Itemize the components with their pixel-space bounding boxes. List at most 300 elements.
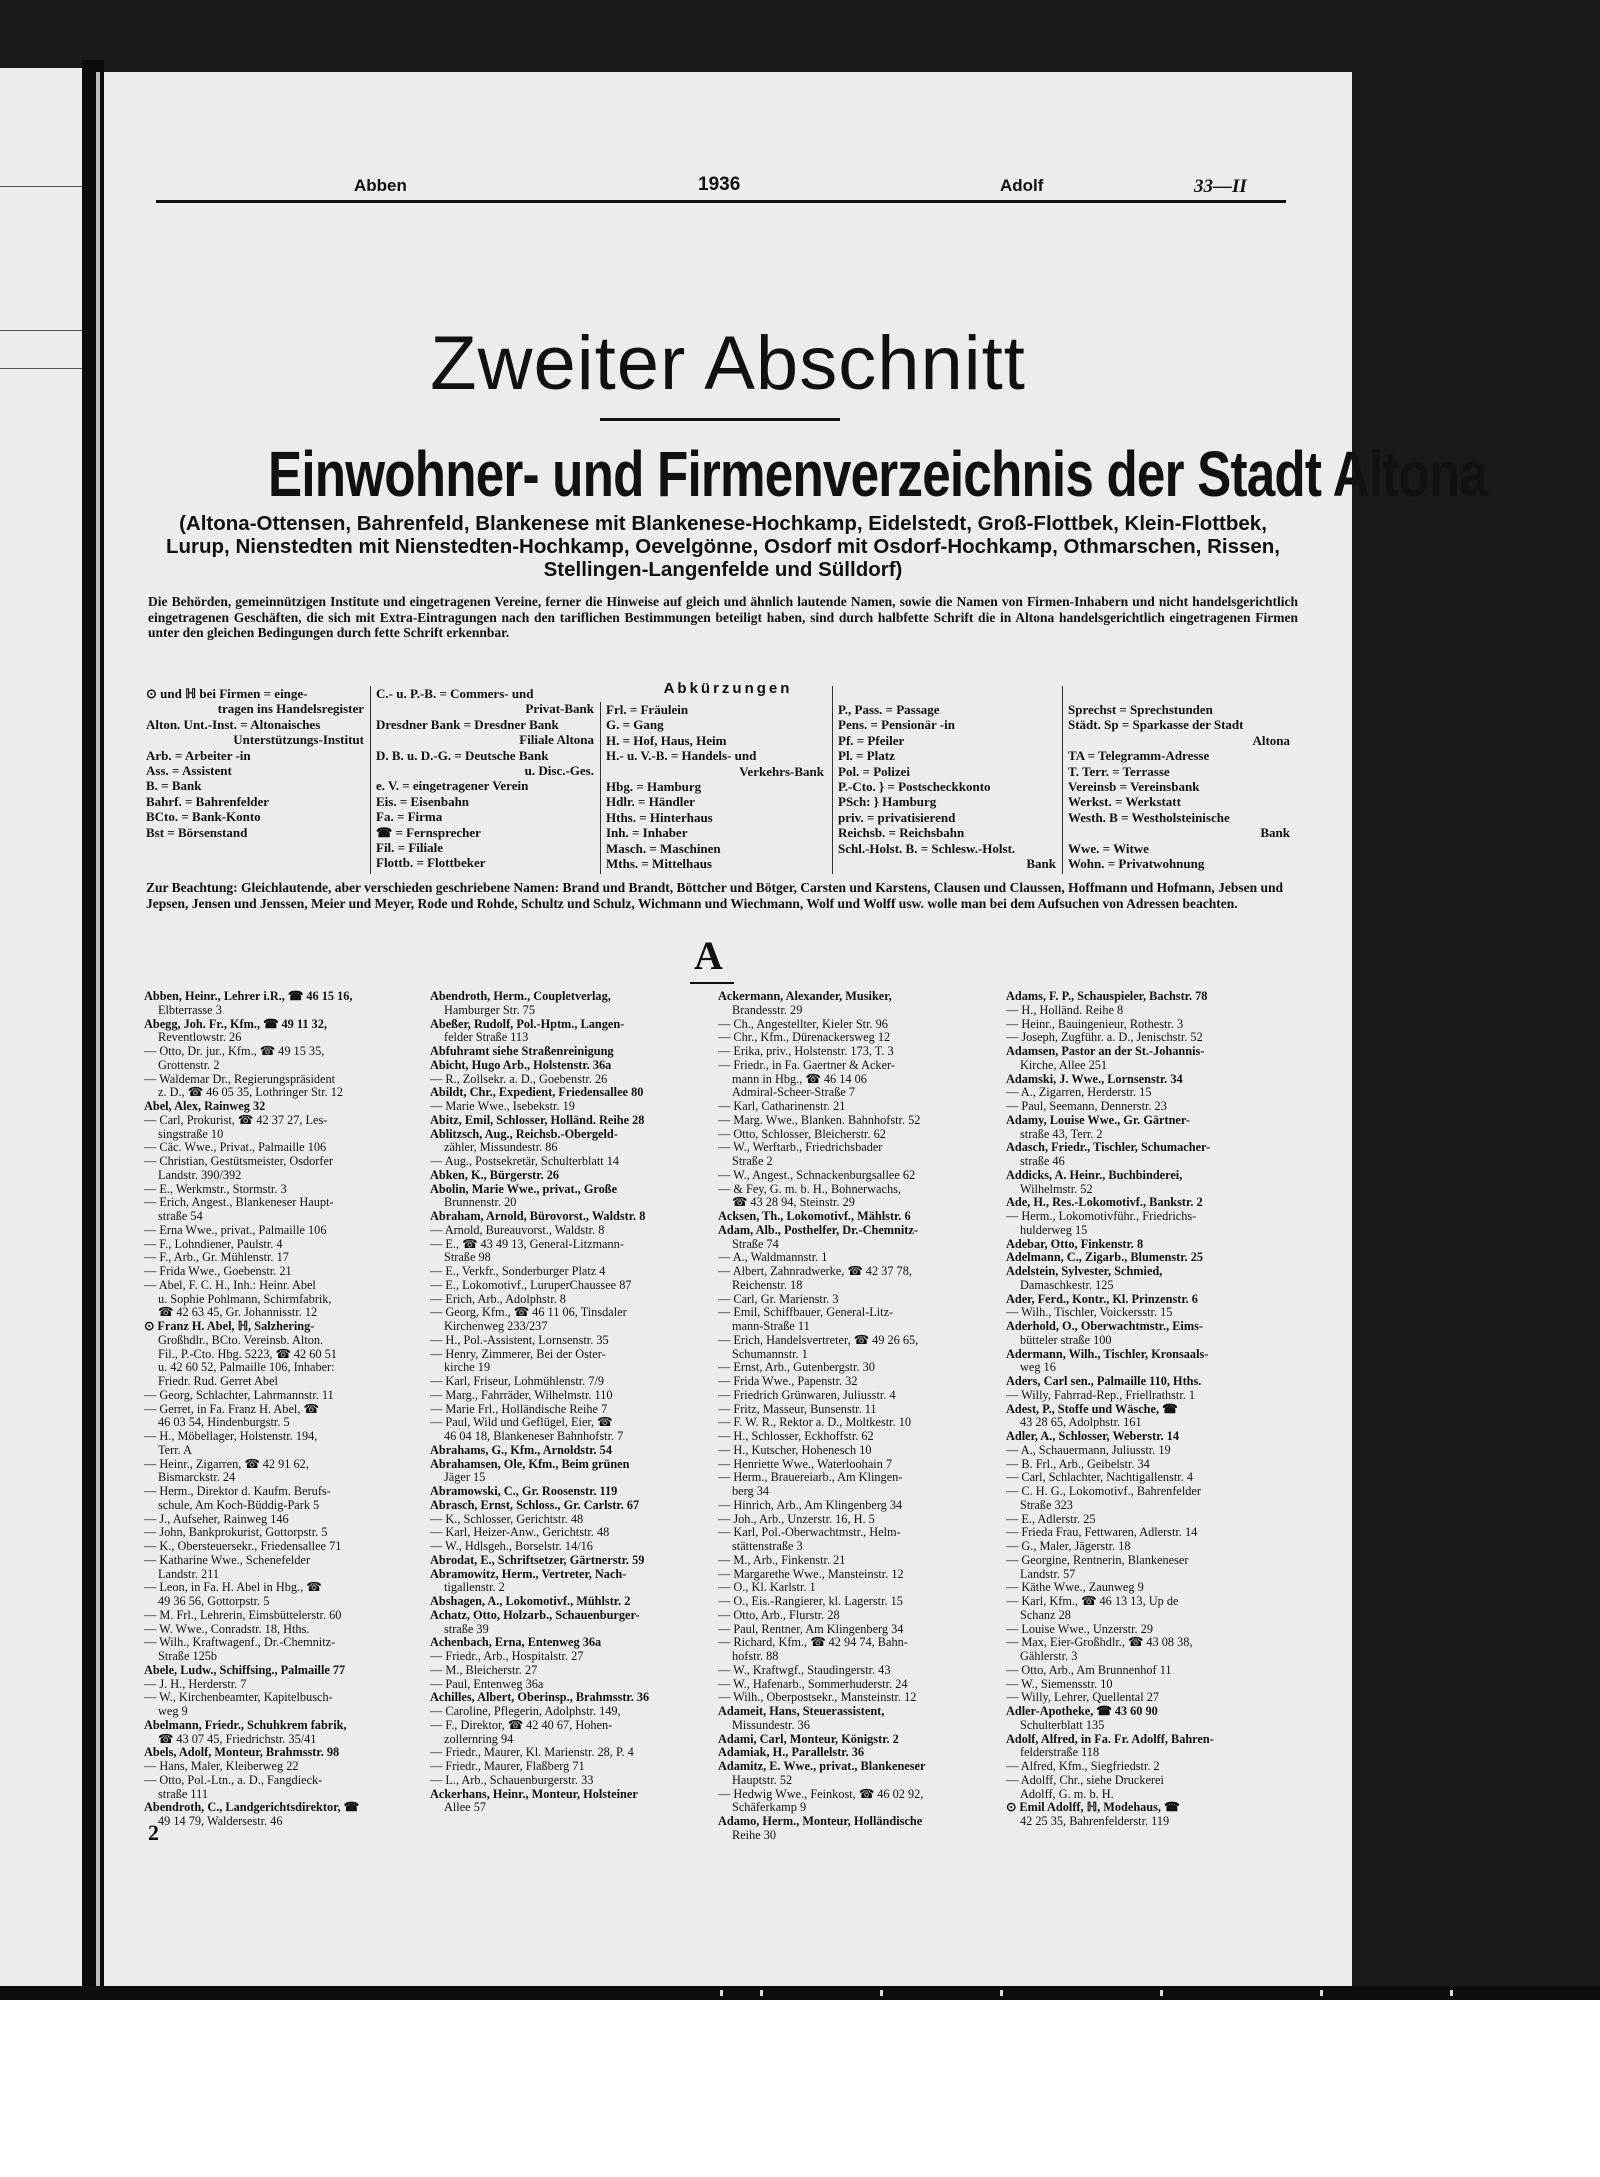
directory-entry: Reichenstr. 18 — [732, 1278, 803, 1292]
book-spine — [82, 60, 104, 2000]
column-divider — [1062, 686, 1063, 874]
directory-entry: — Karl, Heizer-Anw., Gerichtstr. 48 — [430, 1526, 610, 1540]
directory-entry: — Carl, Schlachter, Nachtigallenstr. 4 — [1006, 1471, 1193, 1485]
directory-entry: Schumannstr. 1 — [732, 1347, 808, 1361]
districts-subtitle — [152, 512, 1294, 581]
directory-entry: — Waldemar Dr., Regierungspräsident — [144, 1072, 336, 1086]
abbreviation-entry: ☎ = Fernsprecher — [376, 824, 481, 840]
scan-bottom-edge — [0, 1986, 1600, 2000]
abbreviation-entry: Flottb. = Flottbeker — [376, 855, 486, 871]
directory-entry: — Friedrich Grünwaren, Juliusstr. 4 — [718, 1388, 896, 1402]
abbreviation-entry: Vereinsb = Vereinsbank — [1068, 779, 1200, 795]
directory-entry: — Otto, Arb., Flurstr. 28 — [718, 1608, 840, 1622]
directory-entry: — Carl, Gr. Marienstr. 3 — [718, 1292, 839, 1306]
directory-entry: — L., Arb., Schauenburgerstr. 33 — [430, 1773, 594, 1787]
abbreviation-entry: Pf. = Pfeiler — [838, 732, 905, 748]
directory-entry: — Friedr., Maurer, Flaßberg 71 — [430, 1760, 585, 1773]
directory-entry: — Karl, Pol.-Oberwachtmstr., Helm- — [718, 1526, 901, 1540]
directory-entry: — Aug., Postsekretär, Schulterblatt 14 — [430, 1155, 620, 1168]
directory-entry: Abfuhramt siehe Straßenreinigung — [430, 1045, 614, 1058]
directory-entry: — Henriette Wwe., Waterloohain 7 — [718, 1457, 893, 1471]
directory-entry: — A., Zigarren, Herderstr. 15 — [1006, 1086, 1152, 1100]
directory-entry: — Paul, Wild und Geflügel, Eier, ☎ — [430, 1416, 613, 1430]
directory-entry: — F., Lohndiener, Paulstr. 4 — [144, 1237, 283, 1251]
directory-entry: Adolff, G. m. b. H. — [1020, 1787, 1114, 1801]
directory-entry: Ackerhans, Heinr., Monteur, Holsteiner — [430, 1787, 638, 1801]
abbreviation-entry: Reichsb. = Reichsbahn — [838, 825, 965, 841]
abbreviation-entry: Privat-Bank — [525, 701, 594, 717]
abbreviation-entry: P., Pass. = Passage — [838, 702, 940, 717]
directory-entry: — Albert, Zahnradwerke, ☎ 42 37 78, — [718, 1265, 912, 1278]
directory-entry: — Richard, Kfm., ☎ 42 94 74, Bahn- — [718, 1636, 908, 1650]
directory-entry: — E., Lokomotivf., LuruperChaussee 87 — [430, 1278, 632, 1292]
directory-entry: Landstr. 390/392 — [158, 1168, 242, 1182]
directory-entry: — W., Siemensstr. 10 — [1006, 1677, 1113, 1691]
directory-entry: 42 25 35, Bahrenfelderstr. 119 — [1020, 1815, 1170, 1828]
directory-entry: Straße 125b — [158, 1650, 218, 1663]
directory-entry: ☎ 43 28 94, Steinstr. 29 — [732, 1196, 855, 1210]
directory-entry: — Carl, Prokurist, ☎ 42 37 27, Les- — [144, 1113, 328, 1127]
directory-entry: — Katharine Wwe., Schenefelder — [144, 1553, 311, 1567]
abbreviation-entry: Verkehrs-Bank — [739, 763, 824, 779]
directory-entry: Abraham, Arnold, Bürovorst., Waldstr. 8 — [430, 1210, 646, 1223]
directory-entry: Abrasch, Ernst, Schloss., Gr. Carlstr. 67 — [430, 1498, 640, 1512]
abbreviation-entry: Bst = Börsenstand — [146, 824, 248, 840]
directory-entry: Achenbach, Erna, Entenweg 36a — [430, 1636, 602, 1650]
directory-entry: Abramowitz, Herm., Vertreter, Nach- — [430, 1567, 627, 1581]
note-label: Zur Beachtung: — [146, 880, 238, 895]
abbreviation-entry: Unterstützungs-Institut — [233, 732, 364, 748]
directory-entry: — H., Möbellager, Holstenstr. 194, — [144, 1430, 318, 1443]
abbreviation-entry: Schl.-Holst. B. = Schlesw.-Holst. — [838, 840, 1016, 856]
directory-entry: Adolf, Alfred, in Fa. Fr. Adolff, Bahren- — [1006, 1732, 1214, 1746]
directory-entry: mann-Straße 11 — [732, 1320, 810, 1333]
directory-entry: ⊙ Franz H. Abel, ℍ, Salzhering- — [144, 1320, 315, 1333]
directory-entry: — Georg, Kfm., ☎ 46 11 06, Tinsdaler — [430, 1306, 627, 1320]
directory-entry: — H., Kutscher, Hohenesch 10 — [718, 1443, 872, 1457]
directory-entry: Abelmann, Friedr., Schuhkrem fabrik, — [144, 1718, 347, 1732]
abbreviation-entry: ⊙ und ℍ bei Firmen = einge- — [146, 686, 308, 701]
abbreviation-entry: e. V. = eingetragener Verein — [376, 778, 529, 794]
abbreviation-column — [146, 686, 364, 840]
directory-entry: — Käthe Wwe., Zaunweg 9 — [1006, 1581, 1144, 1595]
directory-entry: berg 34 — [732, 1485, 769, 1498]
directory-entry: — W., Hdlsgeh., Borselstr. 14/16 — [430, 1540, 593, 1553]
directory-entry: mann in Hbg., ☎ 46 14 06 — [732, 1072, 867, 1086]
directory-entry: Adest, P., Stoffe und Wäsche, ☎ — [1006, 1402, 1178, 1416]
directory-entry: — Herm., Direktor d. Kaufm. Berufs- — [144, 1485, 331, 1498]
directory-entry: felder Straße 113 — [444, 1031, 529, 1045]
directory-entry: — Willy, Lehrer, Quellental 27 — [1006, 1691, 1160, 1705]
directory-entry: Admiral-Scheer-Straße 7 — [732, 1086, 856, 1100]
directory-entry: — F. W. R., Rektor a. D., Moltkestr. 10 — [718, 1416, 912, 1430]
abbreviation-entry: Eis. = Eisenbahn — [376, 793, 470, 809]
directory-entry: Abrahamsen, Ole, Kfm., Beim grünen — [430, 1457, 630, 1471]
directory-entry: — Paul, Seemann, Dennerstr. 23 — [1006, 1100, 1167, 1113]
abbreviation-entry: H.- u. V.-B. = Handels- und — [606, 748, 757, 764]
directory-entry: Abildt, Chr., Expedient, Friedensallee 80 — [430, 1086, 644, 1100]
directory-entry: zollernring 94 — [444, 1732, 514, 1746]
directory-entry: — Gerret, in Fa. Franz H. Abel, ☎ — [144, 1402, 319, 1416]
directory-entry: — J. H., Herderstr. 7 — [144, 1677, 247, 1691]
directory-entry: Abken, K., Bürgerstr. 26 — [430, 1168, 560, 1182]
directory-entry: Abel, Alex, Rainweg 32 — [144, 1100, 266, 1113]
directory-entry: Landstr. 211 — [158, 1567, 220, 1581]
directory-entry: Adasch, Friedr., Tischler, Schumacher- — [1006, 1141, 1211, 1155]
abbreviation-entry: Werkst. = Werkstatt — [1068, 794, 1181, 810]
directory-entry: straße 46 — [1020, 1155, 1065, 1168]
subtitle-line: (Altona-Ottensen, Bahrenfeld, Blankenese mit Blankenese-Hochkamp, Eidelstedt, Groß-Flottbek, Klein-Flottbek, — [179, 512, 1267, 535]
directory-entry: — E., Adlerstr. 25 — [1006, 1512, 1096, 1526]
directory-entry: — Paul, Rentner, Am Klingenberg 34 — [718, 1622, 904, 1636]
abbreviation-entry: BCto. = Bank-Konto — [146, 809, 261, 825]
abbreviation-column — [1068, 702, 1290, 871]
directory-entry: 49 14 79, Waldersestr. 46 — [158, 1815, 283, 1828]
directory-entry: — W., Kirchenbeamter, Kapitelbusch- — [144, 1691, 333, 1705]
directory-entry: — Otto, Arb., Am Brunnenhof 11 — [1006, 1663, 1172, 1677]
directory-entry: Adam, Alb., Posthelfer, Dr.-Chemnitz- — [718, 1223, 918, 1237]
directory-entry: — Caroline, Pflegerin, Adolphstr. 149, — [430, 1705, 621, 1718]
abbreviation-entry: Ass. = Assistent — [146, 763, 232, 779]
abbreviation-entry: Hths. = Hinterhaus — [606, 809, 713, 825]
directory-entry: — Ch., Angestellter, Kieler Str. 96 — [718, 1017, 888, 1031]
directory-entry: Damaschkestr. 125 — [1020, 1278, 1114, 1292]
directory-entry: — Erich, Arb., Adolphstr. 8 — [430, 1292, 566, 1306]
abbreviation-entry: P.-Cto. } = Postscheckkonto — [838, 779, 991, 795]
abbreviation-entry: TA = Telegramm-Adresse — [1068, 748, 1210, 764]
subtitle-line: Stellingen-Langenfelde und Sülldorf) — [543, 558, 903, 581]
running-head-year: 1936 — [698, 174, 741, 195]
directory-entry: Adebar, Otto, Finkenstr. 8 — [1006, 1237, 1144, 1251]
directory-entry: Hamburger Str. 75 — [444, 1003, 535, 1017]
directory-entry: Achilles, Albert, Oberinsp., Brahmsstr. 36 — [430, 1691, 650, 1705]
directory-entry: Friedr. Rud. Gerret Abel — [158, 1375, 278, 1388]
directory-entry: Schäferkamp 9 — [732, 1801, 807, 1815]
directory-entry: z. D., ☎ 46 05 35, Lothringer Str. 12 — [158, 1086, 344, 1100]
directory-entry: — Heinr., Zigarren, ☎ 42 91 62, — [144, 1457, 309, 1471]
directory-entry: — Herm., Lokomotivführ., Friedrichs- — [1006, 1210, 1197, 1223]
directory-entry: Abrahams, G., Kfm., Arnoldstr. 54 — [430, 1443, 612, 1457]
directory-entry: — Louise Wwe., Unzerstr. 29 — [1006, 1622, 1153, 1636]
directory-entry: — O., Kl. Karlstr. 1 — [718, 1581, 816, 1595]
directory-entry: — K., Schlosser, Gerichtstr. 48 — [430, 1512, 584, 1526]
directory-entry: Adamo, Herm., Monteur, Holländische — [718, 1815, 923, 1828]
main-title: Einwohner- und Firmenverzeichnis der Stadt Altona — [268, 438, 1488, 510]
directory-entry: — Hans, Maler, Kleiberweg 22 — [144, 1760, 299, 1773]
abbreviation-entry: tragen ins Handelsregister — [217, 701, 364, 717]
directory-entry: — & Fey, G. m. b. H., Bohnerwachs, — [718, 1182, 901, 1196]
directory-entry: Addicks, A. Heinr., Buchbinderei, — [1006, 1168, 1183, 1182]
directory-entry: Adams, F. P., Schauspieler, Bachstr. 78 — [1006, 990, 1208, 1003]
directory-entry: Abramowski, C., Gr. Roosenstr. 119 — [430, 1485, 618, 1498]
directory-entry: — Marie Wwe., Isebekstr. 19 — [430, 1100, 575, 1113]
adjacent-page-edge — [0, 68, 82, 1998]
directory-entry: 46 03 54, Hindenburgstr. 5 — [158, 1416, 290, 1430]
directory-entry: — E., ☎ 43 49 13, General-Litzmann- — [430, 1237, 624, 1251]
directory-entry: — M., Arb., Finkenstr. 21 — [718, 1553, 846, 1567]
directory-entry: Adamski, J. Wwe., Lornsenstr. 34 — [1006, 1072, 1183, 1086]
directory-entry: Abele, Ludw., Schiffsing., Palmaille 77 — [144, 1663, 346, 1677]
directory-entry: — J., Aufseher, Rainweg 146 — [144, 1512, 289, 1526]
directory-entry: Adler, A., Schlosser, Weberstr. 14 — [1006, 1430, 1179, 1443]
abbreviation-entry: Pol. = Polizei — [838, 763, 911, 779]
running-head-right: Adolf — [1000, 176, 1044, 195]
directory-entry: — Georgine, Rentnerin, Blankeneser — [1006, 1553, 1189, 1567]
directory-entry: — F., Arb., Gr. Mühlenstr. 17 — [144, 1251, 289, 1265]
directory-entry: — Alfred, Kfm., Siegfriedstr. 2 — [1006, 1760, 1160, 1773]
directory-entry: Großhdlr., BCto. Vereinsb. Alton. — [158, 1333, 324, 1347]
abbreviation-column — [838, 702, 1056, 871]
directory-entry: — Friedr., Arb., Hospitalstr. 27 — [430, 1650, 584, 1663]
abbreviation-entry: priv. = privatisierend — [838, 809, 956, 825]
directory-entry: Adler-Apotheke, ☎ 43 60 90 — [1006, 1705, 1158, 1718]
directory-entry: — Joseph, Zugführ. a. D., Jenischstr. 52 — [1006, 1031, 1203, 1045]
directory-entry: ☎ 42 63 45, Gr. Johannisstr. 12 — [158, 1306, 318, 1320]
abbreviation-entry: C.- u. P.-B. = Commers- und — [376, 686, 534, 701]
abbreviations-heading: Abkürzungen — [663, 680, 793, 697]
directory-entry: — R., Zollsekr. a. D., Goebenstr. 26 — [430, 1072, 608, 1086]
directory-entry: Missundestr. 36 — [732, 1718, 810, 1732]
directory-entry: — W., Werftarb., Friedrichsbader — [718, 1141, 883, 1155]
directory-entry: — Otto, Pol.-Ltn., a. D., Fangdieck- — [144, 1773, 323, 1787]
directory-entry: — Erna Wwe., privat., Palmaille 106 — [144, 1223, 327, 1237]
directory-entry: bütteler straße 100 — [1020, 1333, 1112, 1347]
directory-entry: 49 36 56, Gottorpstr. 5 — [158, 1595, 270, 1608]
abbreviation-entry: Alton. Unt.-Inst. = Altonaisches — [146, 716, 321, 732]
directory-entry: Jäger 15 — [444, 1471, 486, 1485]
directory-entry: — W., Angest., Schnackenburgsallee 62 — [718, 1168, 916, 1182]
directory-entry: Gählerstr. 3 — [1020, 1650, 1078, 1663]
directory-entry: — Margarethe Wwe., Mansteinstr. 12 — [718, 1567, 904, 1581]
abbreviation-entry: Pens. = Pensionär -in — [838, 717, 955, 733]
directory-entry: u. Sophie Pohlmann, Schirmfabrik, — [158, 1292, 332, 1306]
directory-entry: Abegg, Joh. Fr., Kfm., ☎ 49 11 32, — [144, 1017, 327, 1031]
abbreviation-entry: Wohn. = Privatwohnung — [1068, 856, 1205, 872]
directory-entry: Brandesstr. 29 — [732, 1003, 803, 1017]
directory-column — [430, 990, 712, 1815]
directory-entry: Schanz 28 — [1020, 1608, 1071, 1622]
directory-entry: Fil., P.-Cto. Hbg. 5223, ☎ 42 60 51 — [158, 1347, 337, 1361]
directory-entry: — Ernst, Arb., Gutenbergstr. 30 — [718, 1361, 875, 1375]
directory-entry: — Wilh., Oberpostsekr., Mansteinstr. 12 — [718, 1691, 917, 1705]
directory-entry: — Hedwig Wwe., Feinkost, ☎ 46 02 92, — [718, 1787, 924, 1801]
directory-entry: — Otto, Schlosser, Bleicherstr. 62 — [718, 1127, 886, 1141]
abbreviation-entry: Hdlr. = Händler — [606, 794, 695, 810]
abbreviation-entry: Dresdner Bank = Dresdner Bank — [376, 716, 559, 732]
directory-entry: — K., Obersteuersekr., Friedensallee 71 — [144, 1540, 342, 1553]
directory-entry: — Frieda Frau, Fettwaren, Adlerstr. 14 — [1006, 1526, 1198, 1540]
directory-entry: — Karl, Catharinenstr. 21 — [718, 1100, 846, 1113]
note-text: Gleichlautende, aber verschieden geschriebene Namen: Brand und Brandt, Böttcher und Bötger, Carsten und Karstens, Clausen und Claussen, Hoffmann und Hofmann, Jebsen und Jepsen, Jensen und Jenssen, Meier und Meyer, Rode und Rohde, Schultz und Schulz, Wichmann und Wiechmann, Wolf und Wolff usw. wolle man bei dem Aufsuchen von Adressen beachten. — [146, 880, 1284, 911]
directory-entry: Straße 98 — [444, 1251, 491, 1265]
running-head-left: Abben — [354, 176, 407, 195]
directory-entry: — Friedr., Maurer, Kl. Marienstr. 28, P. 4 — [430, 1746, 634, 1760]
directory-entry: Abshagen, A., Lokomotivf., Mühlstr. 2 — [430, 1595, 631, 1608]
directory-entry: Grottenstr. 2 — [158, 1058, 220, 1072]
directory-entry: Adelstein, Sylvester, Schmied, — [1006, 1265, 1163, 1278]
section-letter: A — [694, 933, 723, 978]
directory-entry: — Henry, Zimmerer, Bei der Oster- — [430, 1347, 606, 1361]
abbreviation-entry: Altona — [1252, 732, 1290, 748]
directory-entry: — Friedr., in Fa. Gaertner & Acker- — [718, 1058, 895, 1072]
directory-entry: Bismarckstr. 24 — [158, 1471, 236, 1485]
directory-entry: — H., Pol.-Assistent, Lornsenstr. 35 — [430, 1333, 609, 1347]
directory-entry: singstraße 10 — [158, 1127, 224, 1141]
directory-entry: — W., Kraftwgf., Staudingerstr. 43 — [718, 1663, 891, 1677]
directory-entry: — Joh., Arb., Unzerstr. 16, H. 5 — [718, 1512, 875, 1526]
abbreviation-column — [606, 702, 824, 871]
abbreviation-entry: Frl. = Fräulein — [606, 702, 689, 717]
abbreviation-entry: Bank — [1260, 825, 1290, 841]
directory-entry: Acksen, Th., Lokomotivf., Mählstr. 6 — [718, 1210, 911, 1223]
directory-entry: — John, Bankprokurist, Gottorpstr. 5 — [144, 1526, 328, 1540]
directory-entry: — A., Waldmannstr. 1 — [718, 1251, 828, 1265]
title-divider — [600, 418, 840, 421]
directory-entry: — Erich, Angest., Blankeneser Haupt- — [144, 1196, 334, 1210]
directory-entry: Brunnenstr. 20 — [444, 1196, 517, 1210]
directory-entry: tigallenstr. 2 — [444, 1581, 505, 1595]
directory-entry: — Willy, Fahrrad-Rep., Friellrathstr. 1 — [1006, 1388, 1196, 1402]
directory-entry: — A., Schauermann, Juliusstr. 19 — [1006, 1443, 1171, 1457]
directory-entry: Ablitzsch, Aug., Reichsb.-Obergeld- — [430, 1127, 618, 1141]
directory-entry: Allee 57 — [444, 1801, 487, 1815]
directory-entry: — W., Hafenarb., Sommerhuderstr. 24 — [718, 1677, 908, 1691]
directory-entry: Abels, Adolf, Monteur, Brahmsstr. 98 — [144, 1746, 340, 1760]
directory-entry: — Christian, Gestütsmeister, Osdorfer — [144, 1155, 334, 1168]
directory-entry: — Hinrich, Arb., Am Klingenberg 34 — [718, 1498, 903, 1512]
directory-entry: Aderhold, O., Oberwachtmstr., Eims- — [1006, 1320, 1203, 1333]
directory-entry: weg 9 — [158, 1705, 188, 1718]
directory-entry: — B. Frl., Arb., Geibelstr. 34 — [1006, 1457, 1150, 1471]
abbreviation-entry: Westh. B = Westholsteinische — [1068, 809, 1230, 825]
directory-entry: Hauptstr. 52 — [732, 1773, 793, 1787]
directory-entry: — Otto, Dr. jur., Kfm., ☎ 49 15 35, — [144, 1045, 325, 1058]
header-rule — [156, 200, 1286, 203]
directory-entry: Adamsen, Pastor an der St.-Johannis- — [1006, 1045, 1205, 1058]
abbreviation-entry: Städt. Sp = Sparkasse der Stadt — [1068, 717, 1244, 733]
directory-entry: kirche 19 — [444, 1361, 491, 1375]
directory-entry: — Georg, Schlachter, Lahrmannstr. 11 — [144, 1388, 334, 1402]
directory-entry: — C. H. G., Lokomotivf., Bahrenfelder — [1006, 1485, 1202, 1498]
directory-entry: Aders, Carl sen., Palmaille 110, Hths. — [1006, 1375, 1202, 1388]
directory-entry: — G., Maler, Jägerstr. 18 — [1006, 1540, 1131, 1553]
page-reference: 33—II — [1194, 176, 1247, 197]
directory-entry: — Marg. Wwe., Blanken. Bahnhofstr. 52 — [718, 1113, 921, 1127]
abbreviation-column — [376, 686, 594, 871]
note-paragraph — [146, 880, 1301, 911]
directory-entry: — Max, Eier-Großhdlr., ☎ 43 08 38, — [1006, 1636, 1193, 1650]
directory-entry: Straße 323 — [1020, 1498, 1073, 1512]
abbreviation-entry: Wwe. = Witwe — [1068, 840, 1149, 856]
directory-entry: — Emil, Schiffbauer, General-Litz- — [718, 1306, 894, 1320]
directory-entry: — M. Frl., Lehrerin, Eimsbüttelerstr. 60 — [144, 1608, 342, 1622]
directory-entry: Ade, H., Res.-Lokomotivf., Bankstr. 2 — [1006, 1196, 1203, 1210]
directory-entry: straße 43, Terr. 2 — [1020, 1127, 1103, 1141]
directory-entry: Ader, Ferd., Kontr., Kl. Prinzenstr. 6 — [1006, 1292, 1198, 1306]
directory-entry: Reventlowstr. 26 — [158, 1031, 242, 1045]
abbreviation-entry: Filiale Altona — [519, 732, 594, 748]
directory-entry: — Erika, priv., Holstenstr. 173, T. 3 — [718, 1045, 894, 1058]
directory-entry: Adamiak, H., Parallelstr. 36 — [718, 1746, 865, 1760]
directory-entry: — Fritz, Masseur, Bunsenstr. 11 — [718, 1402, 877, 1416]
directory-entry: Kirchenweg 233/237 — [444, 1320, 548, 1333]
directory-entry: Abicht, Hugo Arb., Holstenstr. 36a — [430, 1058, 612, 1072]
directory-entry: Abitz, Emil, Schlosser, Holländ. Reihe 28 — [430, 1113, 645, 1127]
directory-entry: Abrodat, E., Schriftsetzer, Gärtnerstr. 59 — [430, 1553, 645, 1567]
directory-entry: — M., Bleicherstr. 27 — [430, 1663, 538, 1677]
directory-entry: stättenstraße 3 — [732, 1540, 803, 1553]
directory-entry: Wilhelmstr. 52 — [1020, 1182, 1093, 1196]
directory-entry: — Marg., Fahrräder, Wilhelmstr. 110 — [430, 1388, 613, 1402]
directory-entry: Straße 2 — [732, 1155, 773, 1168]
abbreviation-entry: Pl. = Platz — [838, 748, 895, 764]
directory-entry: — O., Eis.-Rangierer, kl. Lagerstr. 15 — [718, 1595, 903, 1608]
letter-rule — [690, 982, 734, 984]
directory-entry: Straße 74 — [732, 1237, 779, 1251]
subtitle-line: Lurup, Nienstedten mit Nienstedten-Hochkamp, Oevelgönne, Osdorf mit Osdorf-Hochkamp, Othmarschen, Rissen, — [165, 535, 1280, 558]
directory-entry: — H., Schlosser, Eckhoffstr. 62 — [718, 1430, 874, 1443]
directory-page — [104, 72, 1488, 1992]
directory-entry: Reihe 30 — [732, 1828, 777, 1842]
directory-entry: straße 54 — [158, 1210, 203, 1223]
directory-entry: — E., Verkfr., Sonderburger Platz 4 — [430, 1265, 606, 1278]
directory-entry: Abben, Heinr., Lehrer i.R., ☎ 46 15 16, — [144, 990, 353, 1003]
directory-entry: ⊙ Emil Adolff, ℍ, Modehaus, ☎ — [1006, 1801, 1180, 1815]
directory-entry: — Herm., Brauereiarb., Am Klingen- — [718, 1471, 903, 1485]
directory-entry: Abolin, Marie Wwe., privat., Große — [430, 1182, 618, 1196]
directory-entry: — H., Holländ. Reihe 8 — [1006, 1003, 1124, 1017]
abbreviation-entry: Bahrf. = Bahrenfelder — [146, 793, 270, 809]
abbreviation-entry: Arb. = Arbeiter -in — [146, 747, 251, 763]
directory-entry: — Cäc. Wwe., Privat., Palmaille 106 — [144, 1141, 327, 1155]
directory-entry: Terr. A — [158, 1443, 192, 1457]
abbreviation-entry: G. = Gang — [606, 717, 664, 733]
abbreviation-entry: Fil. = Filiale — [376, 840, 443, 856]
directory-entry: ☎ 43 07 45, Friedrichstr. 35/41 — [158, 1732, 317, 1746]
directory-entry: Kirche, Allee 251 — [1020, 1058, 1108, 1072]
directory-entry: — Chr., Kfm., Dürenackersweg 12 — [718, 1031, 891, 1045]
abbreviation-entry: u. Disc.-Ges. — [524, 763, 594, 779]
abbreviation-entry: Masch. = Maschinen — [606, 840, 721, 856]
spine-highlight — [96, 72, 100, 1992]
column-divider — [370, 686, 371, 874]
directory-entry: — Frida Wwe., Goebenstr. 21 — [144, 1265, 292, 1278]
directory-entry: — Heinr., Bauingenieur, Rothestr. 3 — [1006, 1017, 1184, 1031]
directory-entry: Abendroth, C., Landgerichtsdirektor, ☎ — [144, 1801, 359, 1815]
abbreviation-entry: Bank — [1026, 856, 1056, 872]
section-title: Zweiter Abschnitt — [430, 321, 1026, 406]
abbreviation-entry: Sprechst = Sprechstunden — [1068, 702, 1213, 717]
directory-entry: — Frida Wwe., Papenstr. 32 — [718, 1375, 858, 1388]
directory-entry: — Abel, F. C. H., Inh.: Heinr. Abel — [144, 1278, 316, 1292]
directory-entry: Adamitz, E. Wwe., privat., Blankeneser — [718, 1760, 926, 1773]
directory-entry: hofstr. 88 — [732, 1650, 779, 1663]
directory-entry: — Karl, Friseur, Lohmühlenstr. 7/9 — [430, 1375, 605, 1388]
directory-entry: weg 16 — [1020, 1361, 1056, 1375]
abbreviation-entry: Mths. = Mittelhaus — [606, 856, 712, 872]
directory-entry: Ackermann, Alexander, Musiker, — [718, 990, 892, 1003]
abbreviation-entry: Fa. = Firma — [376, 809, 443, 825]
directory-entry: Adermann, Wilh., Tischler, Kronsaals- — [1006, 1347, 1209, 1361]
directory-entry: straße 39 — [444, 1622, 489, 1636]
directory-column — [144, 990, 424, 1829]
directory-entry: Adami, Carl, Monteur, Königstr. 2 — [718, 1732, 899, 1746]
abbreviation-entry: H. = Hof, Haus, Heim — [606, 732, 727, 748]
directory-entry: — Adolff, Chr., siehe Druckerei — [1006, 1773, 1164, 1787]
abbreviation-entry: Hbg. = Hamburg — [606, 779, 702, 795]
directory-entry: Adameit, Hans, Steuerassistent, — [718, 1705, 885, 1718]
abbreviation-entry: T. Terr. = Terrasse — [1068, 763, 1170, 779]
